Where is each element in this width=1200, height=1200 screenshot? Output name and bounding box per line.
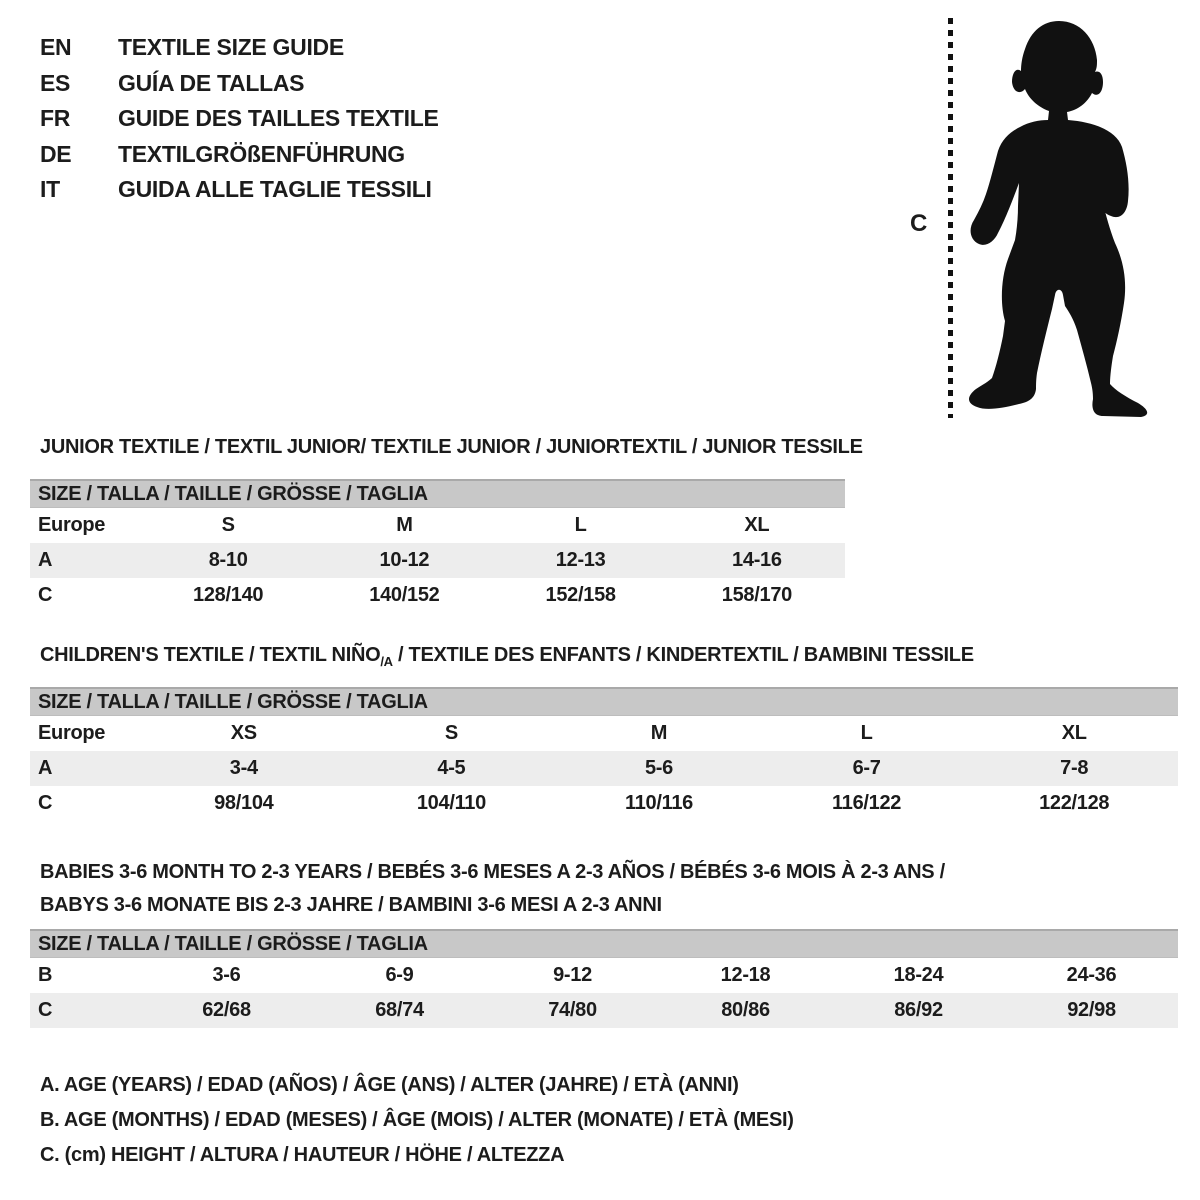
- table-row: [30, 716, 1178, 751]
- table-cell: 62/68: [202, 999, 251, 1021]
- table-cell: 18-24: [893, 964, 944, 986]
- table-cell: 140/152: [369, 584, 440, 606]
- babies-title-line2: BABYS 3-6 MONATE BIS 2-3 JAHRE / BAMBINI 3-6 MESI A 2-3 ANNI: [40, 894, 662, 916]
- children-section-title: [40, 644, 974, 669]
- table-cell: 104/110: [416, 792, 486, 814]
- table-cell: L: [574, 514, 587, 536]
- babies-size-table: [30, 929, 1178, 1028]
- table-cell: XL: [1061, 722, 1087, 744]
- legend-line-b: B. AGE (MONTHS) / EDAD (MESES) / ÂGE (MOIS) / ALTER (MONATE) / ETÀ (MESI): [40, 1109, 794, 1131]
- table-cell: XS: [230, 722, 257, 744]
- row-label: Europe: [38, 514, 106, 536]
- table-cell: 80/86: [721, 999, 770, 1021]
- table-cell: 3-4: [229, 757, 258, 779]
- table-cell: 122/128: [1039, 792, 1110, 814]
- table-cell: 6-7: [852, 757, 881, 779]
- row-label: C: [38, 792, 53, 814]
- legend-line-a: A. AGE (YEARS) / EDAD (AÑOS) / ÂGE (ANS) / ALTER (JAHRE) / ETÀ (ANNI): [40, 1074, 739, 1096]
- junior-size-header-band: SIZE / TALLA / TAILLE / GRÖSSE / TAGLIA: [30, 479, 845, 508]
- children-title-prefix: CHILDREN'S TEXTILE / TEXTIL NIÑO: [40, 644, 381, 666]
- height-measure-label: C: [910, 210, 928, 237]
- table-cell: 9-12: [553, 964, 592, 986]
- children-title-suffix: / TEXTILE DES ENFANTS / KINDERTEXTIL / BAMBINI TESSILE: [392, 644, 974, 666]
- babies-section-title: [40, 856, 945, 922]
- language-guide-title: GUIDE DES TAILLES TEXTILE: [118, 105, 439, 132]
- toddler-silhouette-image: [952, 8, 1200, 428]
- legend-line-c: C. (cm) HEIGHT / ALTURA / HAUTEUR / HÖHE / ALTEZZA: [40, 1144, 565, 1166]
- table-cell: 86/92: [894, 999, 943, 1021]
- figure-area: [0, 0, 1200, 430]
- table-cell: 10-12: [379, 549, 430, 571]
- table-cell: 3-6: [212, 964, 241, 986]
- table-cell: M: [650, 722, 668, 744]
- row-label: B: [38, 964, 53, 986]
- table-cell: S: [221, 514, 235, 536]
- table-cell: 68/74: [375, 999, 424, 1021]
- language-code: IT: [40, 176, 60, 203]
- junior-section-title: JUNIOR TEXTILE / TEXTIL JUNIOR/ TEXTILE JUNIOR / JUNIORTEXTIL / JUNIOR TESSILE: [40, 436, 863, 458]
- table-cell: 6-9: [385, 964, 414, 986]
- table-row: [30, 993, 1178, 1028]
- row-label: A: [38, 757, 53, 779]
- table-row: [30, 958, 1178, 993]
- language-code: EN: [40, 34, 72, 61]
- children-size-table: [30, 687, 1178, 821]
- table-cell: M: [396, 514, 413, 536]
- table-row: [30, 786, 1178, 821]
- table-cell: 98/104: [214, 792, 274, 814]
- language-guide-title: GUIDA ALLE TAGLIE TESSILI: [118, 176, 432, 203]
- table-cell: S: [444, 722, 458, 744]
- language-guide-title: TEXTILGRÖßENFÜHRUNG: [118, 140, 405, 167]
- measurement-legend: [40, 1068, 794, 1173]
- table-cell: 14-16: [732, 549, 782, 571]
- children-size-header-band: SIZE / TALLA / TAILLE / GRÖSSE / TAGLIA: [30, 687, 1178, 716]
- table-row: [30, 508, 845, 543]
- row-label: Europe: [38, 722, 106, 744]
- language-code: ES: [40, 69, 71, 96]
- junior-size-table: [30, 479, 845, 613]
- table-cell: 74/80: [548, 999, 597, 1021]
- babies-size-header-band: SIZE / TALLA / TAILLE / GRÖSSE / TAGLIA: [30, 929, 1178, 958]
- table-cell: XL: [744, 514, 770, 536]
- row-label: C: [38, 584, 53, 606]
- table-cell: 7-8: [1060, 757, 1089, 779]
- table-row: [30, 543, 845, 578]
- table-cell: 116/122: [832, 792, 902, 814]
- row-label: A: [38, 549, 53, 571]
- table-cell: 12-13: [555, 549, 606, 571]
- children-title-subletter: /A: [380, 654, 393, 669]
- table-cell: 4-5: [437, 757, 466, 779]
- table-cell: 152/158: [545, 584, 616, 606]
- language-code: DE: [40, 140, 72, 167]
- babies-title-line1: BABIES 3-6 MONTH TO 2-3 YEARS / BEBÉS 3-6 MESES A 2-3 AÑOS / BÉBÉS 3-6 MOIS À 2-3 ANS /: [40, 861, 945, 883]
- table-cell: L: [860, 722, 873, 744]
- language-guide-title: TEXTILE SIZE GUIDE: [118, 34, 344, 61]
- table-cell: 24-36: [1066, 964, 1117, 986]
- table-cell: 110/116: [624, 792, 693, 814]
- table-cell: 158/170: [721, 584, 792, 606]
- table-cell: 92/98: [1067, 999, 1116, 1021]
- table-row: [30, 578, 845, 613]
- table-cell: 8-10: [208, 549, 248, 571]
- table-cell: 12-18: [720, 964, 771, 986]
- language-code: FR: [40, 105, 71, 132]
- table-cell: 5-6: [644, 757, 673, 779]
- language-guide-title: GUÍA DE TALLAS: [118, 69, 305, 96]
- table-cell: 128/140: [193, 584, 264, 606]
- row-label: C: [38, 999, 53, 1021]
- table-row: [30, 751, 1178, 786]
